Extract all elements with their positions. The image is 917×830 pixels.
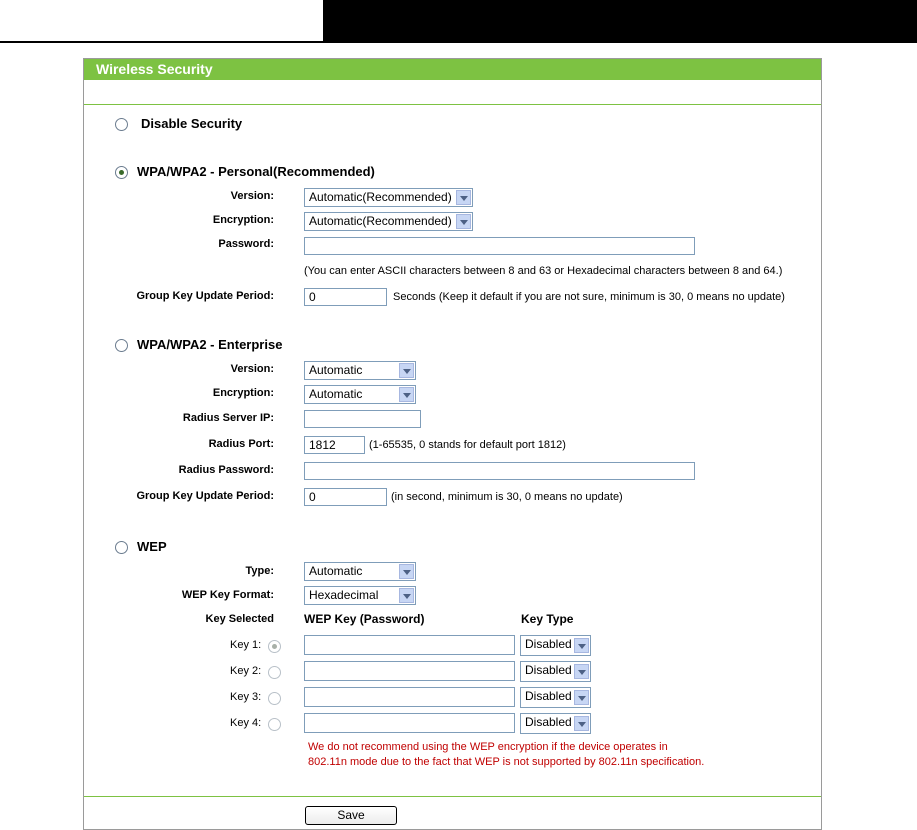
key-1-label: Key 1: [230, 639, 262, 651]
key-4-type-select[interactable] [520, 713, 591, 734]
wpa-personal-label: WPA/WPA2 - Personal(Recommended) [137, 164, 375, 179]
chevron-down-icon [399, 588, 414, 603]
key-4-radio[interactable] [268, 718, 281, 731]
wpa-personal-encryption-select[interactable] [304, 212, 473, 231]
key-2-radio[interactable] [268, 666, 281, 679]
radius-port-label: Radius Port: [208, 438, 274, 450]
key-4-input[interactable] [304, 713, 515, 733]
chevron-down-icon [574, 690, 589, 705]
wep-radio[interactable] [115, 541, 128, 554]
chevron-down-icon [399, 363, 414, 378]
wpa-personal-version-select[interactable] [304, 188, 473, 207]
col-wep-key: WEP Key (Password) [304, 612, 425, 626]
key-1-type-value: Disabled [525, 637, 572, 651]
radius-password-label: Radius Password: [178, 464, 274, 476]
panel-title-bar [84, 59, 821, 80]
chevron-down-icon [574, 638, 589, 653]
wpa-personal-version-label: Version: [230, 190, 274, 202]
key-3-type-value: Disabled [525, 689, 572, 703]
wpa-enterprise-version-value: Automatic [309, 363, 363, 377]
chevron-down-icon [574, 664, 589, 679]
wep-type-value: Automatic [309, 564, 363, 578]
key-1-radio[interactable] [268, 640, 281, 653]
chevron-down-icon [399, 387, 414, 402]
chevron-down-icon [456, 214, 471, 229]
wpa-personal-group-key-input[interactable]: 0 [304, 288, 387, 306]
wep-format-value: Hexadecimal [309, 588, 379, 602]
top-divider [84, 104, 821, 105]
wpa-enterprise-encryption-value: Automatic [309, 387, 363, 401]
radius-port-input[interactable]: 1812 [304, 436, 365, 454]
chevron-down-icon [399, 564, 414, 579]
key-3-type-select[interactable] [520, 687, 591, 708]
key-2-input[interactable] [304, 661, 515, 681]
wpa-personal-encryption-label: Encryption: [212, 214, 274, 226]
wep-warning-line-2: 802.11n mode due to the fact that WEP is not supported by 802.11n specification. [308, 756, 705, 768]
key-2-label: Key 2: [230, 665, 262, 677]
header-rule [0, 41, 917, 43]
key-1-input[interactable] [304, 635, 515, 655]
page-title: Wireless Security [96, 61, 213, 77]
wpa-enterprise-group-key-hint: (in second, minimum is 30, 0 means no update) [391, 491, 623, 503]
wpa-personal-password-hint: (You can enter ASCII characters between 8 and 63 or Hexadecimal characters between 8 and 64.) [304, 265, 783, 277]
top-header-bar [323, 0, 917, 41]
wpa-enterprise-group-key-label: Group Key Update Period: [136, 490, 274, 502]
key-2-type-value: Disabled [525, 663, 572, 677]
key-3-label: Key 3: [230, 691, 262, 703]
wpa-personal-version-value: Automatic(Recommended) [309, 190, 452, 204]
disable-security-radio[interactable] [115, 118, 128, 131]
wpa-enterprise-version-select[interactable] [304, 361, 416, 380]
wpa-enterprise-group-key-input[interactable]: 0 [304, 488, 387, 506]
wpa-enterprise-radio[interactable] [115, 339, 128, 352]
wep-format-label: WEP Key Format: [181, 589, 274, 601]
col-key-selected: Key Selected [205, 613, 274, 625]
key-3-radio[interactable] [268, 692, 281, 705]
radius-server-ip-label: Radius Server IP: [182, 412, 274, 424]
wpa-enterprise-encryption-label: Encryption: [212, 387, 274, 399]
wep-label: WEP [137, 539, 167, 554]
wep-warning-line-1: We do not recommend using the WEP encryption if the device operates in [308, 741, 668, 753]
wpa-personal-radio[interactable] [115, 166, 128, 179]
bottom-divider [84, 796, 821, 797]
wep-type-label: Type: [245, 565, 274, 577]
wpa-personal-encryption-value: Automatic(Recommended) [309, 214, 452, 228]
radius-server-ip-input[interactable] [304, 410, 421, 428]
wpa-personal-group-key-hint: Seconds (Keep it default if you are not sure, minimum is 30, 0 means no update) [393, 291, 785, 303]
wep-format-select[interactable] [304, 586, 416, 605]
wpa-enterprise-label: WPA/WPA2 - Enterprise [137, 337, 283, 352]
wpa-personal-password-input[interactable] [304, 237, 695, 255]
save-button[interactable]: Save [305, 806, 397, 825]
wpa-enterprise-encryption-select[interactable] [304, 385, 416, 404]
wpa-personal-group-key-label: Group Key Update Period: [136, 290, 274, 302]
radius-password-input[interactable] [304, 462, 695, 480]
chevron-down-icon [574, 716, 589, 731]
wep-type-select[interactable] [304, 562, 416, 581]
col-key-type: Key Type [521, 612, 574, 626]
chevron-down-icon [456, 190, 471, 205]
key-4-type-value: Disabled [525, 715, 572, 729]
wpa-enterprise-version-label: Version: [230, 363, 274, 375]
wpa-personal-password-label: Password: [218, 238, 274, 250]
key-1-type-select[interactable] [520, 635, 591, 656]
key-3-input[interactable] [304, 687, 515, 707]
radius-port-hint: (1-65535, 0 stands for default port 1812) [369, 439, 566, 451]
key-2-type-select[interactable] [520, 661, 591, 682]
key-4-label: Key 4: [230, 717, 262, 729]
disable-security-label: Disable Security [141, 116, 243, 131]
